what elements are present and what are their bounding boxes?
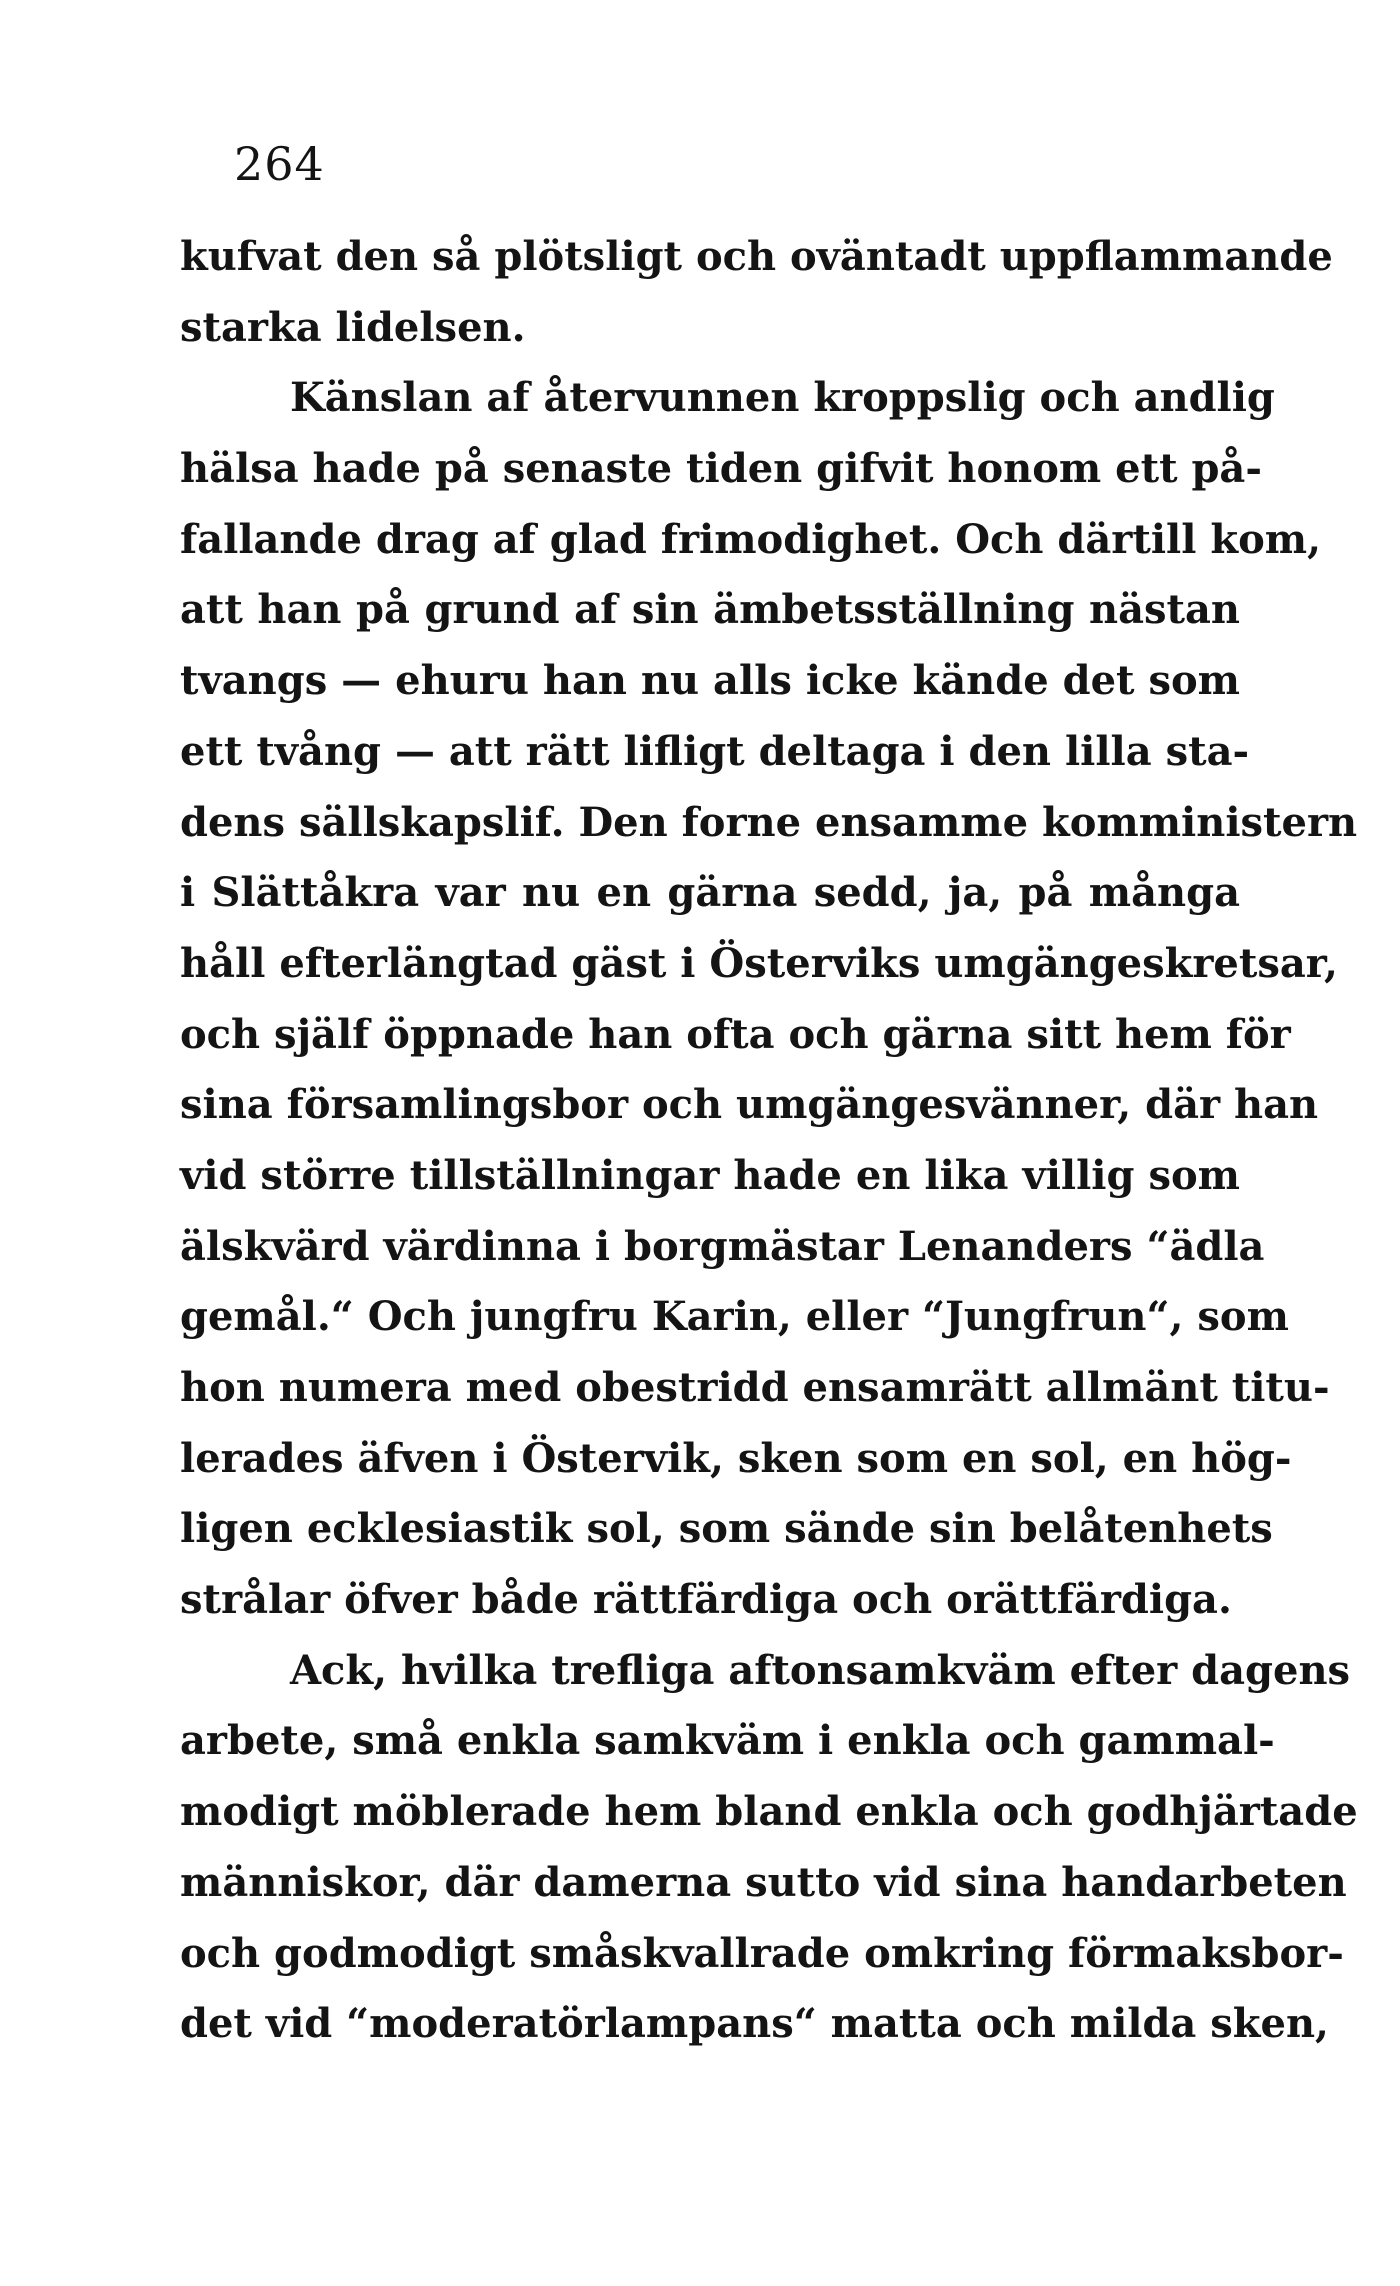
text-line: i Slättåkra var nu en gärna sedd, ja, på många — [180, 869, 1240, 917]
text-line: dens sällskapslif. Den forne ensamme komministern — [180, 798, 1358, 846]
text-line: hon numera med obestridd ensamrätt allmänt titu- — [180, 1364, 1330, 1411]
text-line: Känslan af återvunnen kroppslig och andlig — [290, 374, 1275, 422]
text-line: håll efterlängtad gäst i Österviks umgängeskretsar, — [180, 939, 1338, 987]
text-line: lerades äfven i Östervik, sken som en sol, en hög- — [180, 1434, 1292, 1482]
text-line: fallande drag af glad frimodighet. Och därtill kom, — [180, 515, 1322, 563]
text-line: gemål.“ Och jungfru Karin, eller “Jungfrun“, som — [180, 1293, 1289, 1341]
text-line: hälsa hade på senaste tiden gifvit honom ett på- — [180, 445, 1262, 493]
text-line: ligen ecklesiastik sol, som sände sin belåtenhets — [180, 1505, 1273, 1553]
text-line: Ack, hvilka trefliga aftonsamkväm efter dagens — [290, 1646, 1351, 1694]
body-text — [180, 222, 1358, 2060]
text-line: människor, där damerna sutto vid sina handarbeten — [180, 1858, 1347, 1906]
page-number: 264 — [234, 137, 325, 191]
text-line: vid större tillställningar hade en lika villig som — [180, 1151, 1240, 1199]
text-line: modigt möblerade hem bland enkla och godhjärtade — [180, 1788, 1358, 1836]
text-line: och godmodigt småskvallrade omkring förmaksbor- — [180, 1929, 1344, 1977]
text-line: och själf öppnade han ofta och gärna sitt hem för — [180, 1010, 1291, 1058]
text-line: starka lidelsen. — [180, 303, 526, 351]
text-line: det vid “moderatörlampans“ matta och milda sken, — [180, 2000, 1329, 2048]
text-line: strålar öfver både rättfärdiga och orättfärdiga. — [180, 1576, 1232, 1624]
text-line: sina församlingsbor och umgängesvänner, där han — [180, 1081, 1319, 1129]
text-line: att han på grund af sin ämbetsställning nästan — [180, 586, 1240, 634]
text-line: tvangs — ehuru han nu alls icke kände det som — [180, 657, 1240, 705]
text-line: kufvat den så plötsligt och oväntadt uppflammande — [180, 233, 1333, 280]
text-line: älskvärd värdinna i borgmästar Lenanders “ädla — [180, 1222, 1265, 1270]
text-line: arbete, små enkla samkväm i enkla och gammal- — [180, 1717, 1275, 1765]
text-line: ett tvång — att rätt lifligt deltaga i den lilla sta- — [180, 727, 1250, 775]
